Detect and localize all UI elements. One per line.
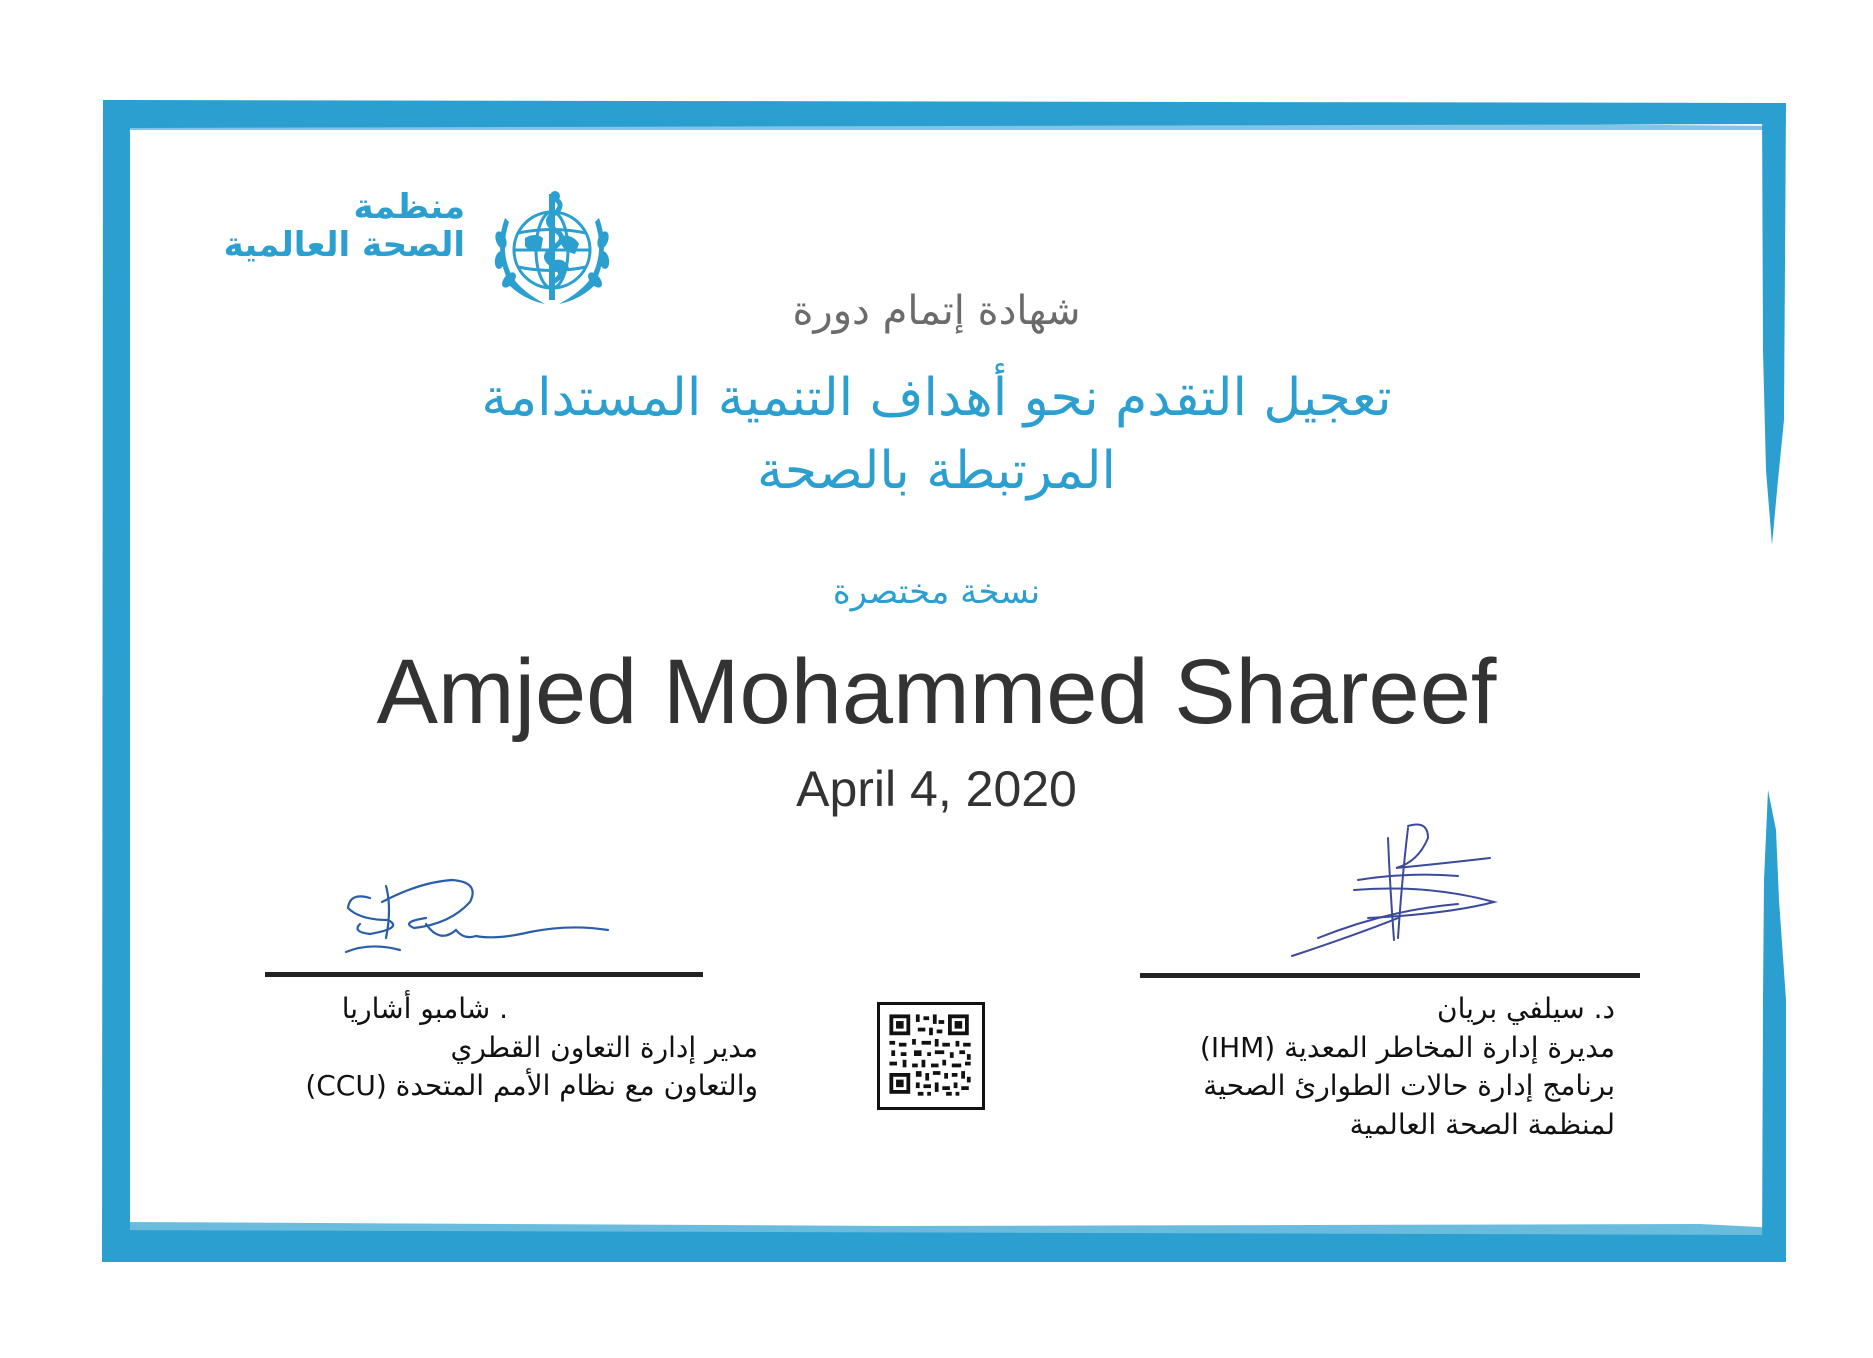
recipient-name: Amjed Mohammed Shareef [376,641,1497,743]
qr-code-icon [877,1002,985,1110]
left-signatory-title-2: والتعاون مع نظام الأمم المتحدة (CCU) [305,1069,758,1103]
course-title: تعجيل التقدم نحو أهداف التنمية المستدامة المرتبطة بالصحة [481,368,1392,501]
logo-line-1: منظمة [353,187,465,227]
right-signatory-title-3: لمنظمة الصحة العالمية [1349,1107,1615,1141]
left-signatory [238,990,758,1106]
logo-wordmark [224,188,465,264]
right-signature-line [1140,973,1640,978]
right-signatory-title-2: برنامج إدارة حالات الطوارئ الصحية [1203,1069,1615,1103]
certificate-label: شهادة إتمام دورة [792,288,1081,334]
left-signature [330,862,620,962]
left-signature-line [265,972,703,977]
logo-line-2: الصحة العالمية [223,225,465,266]
left-signatory-name: . شامبو أشاريا [341,992,508,1025]
completion-date: April 4, 2020 [796,761,1077,817]
right-signature [1278,818,1518,964]
right-signatory-name: د. سيلفي بريان [1437,992,1615,1025]
left-signatory-title-1: مدير إدارة التعاون القطري [450,1030,758,1064]
right-signatory [1115,990,1615,1145]
right-signatory-title-1: مديرة إدارة المخاطر المعدية (IHM) [1199,1030,1615,1064]
course-edition: نسخة مختصرة [832,572,1041,612]
